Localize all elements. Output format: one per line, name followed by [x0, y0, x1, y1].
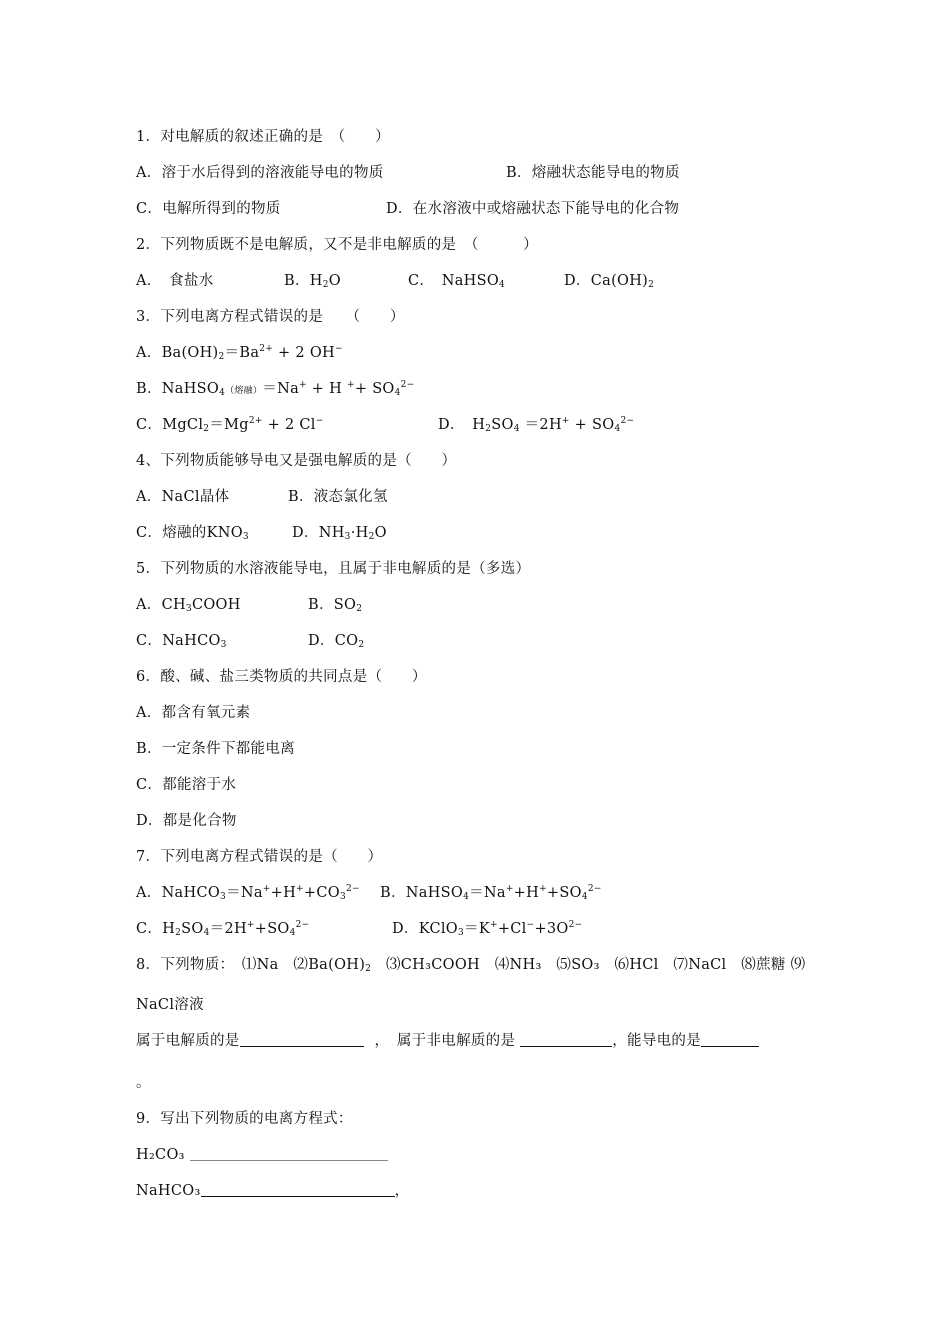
q5-options-ab	[136, 595, 363, 615]
q7-option-c: C．$H_2SO_4=2H^++SO_4^{2-}$	[136, 920, 310, 938]
q4-option-c: C．熔融的$KNO_3$	[136, 525, 249, 542]
q2-option-a: A． 食盐水	[136, 273, 214, 289]
q9-stem: 9．写出下列物质的电离方程式：	[136, 1111, 353, 1127]
q6-option-c: C．都能溶于水	[136, 777, 237, 793]
q8-stem: 8．下列物质： ⑴Na $⑵Ba(OH)_2$ ⑶CH₃COOH ⑷NH₃ ⑸SO₃ ⑹HCl ⑺NaCl ⑻蔗糖 ⑼	[136, 957, 806, 974]
q8-blank-electrolyte[interactable]	[240, 1032, 364, 1047]
q7-option-d: D．$KClO_3=K^++Cl^-+3O^{2-}$	[392, 920, 583, 938]
q8-blank-nonelectrolyte[interactable]	[520, 1032, 612, 1047]
q1-stem: 1．对电解质的叙述正确的是 （ ）	[136, 129, 390, 145]
q6-option-a: A．都含有氧元素	[136, 705, 251, 721]
q7-options-ab	[136, 883, 602, 903]
q4-options-ab	[136, 487, 388, 507]
q6-option-b: B．一定条件下都能电离	[136, 741, 295, 757]
q6-stem: 6．酸、碱、盐三类物质的共同点是（ ）	[136, 669, 427, 685]
q9-blank-1[interactable]	[190, 1146, 388, 1161]
q7-option-a: A．$NaHCO_3=Na^++H^++CO_3^{2-}$	[136, 884, 360, 902]
q8-blank-conductive[interactable]	[701, 1032, 759, 1047]
q1-options-ab	[136, 163, 680, 183]
q3-option-d: D． $H_2SO_4 =2H^+ + SO_4^{2-}$	[438, 416, 635, 434]
q2-stem: 2．下列物质既不是电解质，又不是非电解质的是 （ ）	[136, 237, 538, 253]
q4-stem: 4、下列物质能够导电又是强电解质的是（ ）	[136, 453, 457, 469]
q3-options-cd	[136, 415, 635, 435]
q5-options-cd	[136, 631, 365, 651]
q4-option-a: A．NaCl晶体	[136, 489, 230, 505]
q5-option-d: D．$CO_2$	[308, 633, 365, 650]
q6-option-d: D．都是化合物	[136, 813, 237, 829]
q4-option-b: B．液态氯化氢	[288, 489, 388, 505]
q7-options-cd	[136, 919, 583, 939]
q1-option-c: C．电解所得到的物质	[136, 201, 281, 217]
q4-options-cd	[136, 523, 387, 543]
q9-item-2: NaHCO₃ ，	[136, 1183, 410, 1199]
q9-blank-2[interactable]	[201, 1182, 395, 1197]
q8-end-mark: 。	[136, 1075, 151, 1091]
q9-item-1: H₂CO₃	[136, 1145, 388, 1165]
q2-option-c: C． NaHSO$_4$	[408, 273, 506, 290]
q1-option-b: B．熔融状态能导电的物质	[506, 165, 680, 181]
q3-option-b: B．NaHSO$_4$（熔融）＝Na+ + H $^++ SO_4^{2-}$	[136, 380, 415, 398]
q8-label-conductive: ，能导电的是	[612, 1033, 702, 1049]
q2-option-d: D．$Ca(OH)_2$	[564, 273, 655, 290]
q5-option-a: A．$CH_3COOH$	[136, 597, 241, 614]
q7-stem: 7．下列电离方程式错误的是（ ）	[136, 849, 383, 865]
q4-option-d: D．$NH_3\cdot H_2O$	[292, 525, 387, 542]
q8-fill-line	[136, 1031, 759, 1051]
q2-options	[136, 271, 655, 291]
q7-option-b: B．$NaHSO_4=Na^++H^++SO_4^{2-}$	[380, 884, 602, 902]
q1-option-d: D．在水溶液中或熔融状态下能导电的化合物	[386, 201, 680, 217]
q1-option-a: A．溶于水后得到的溶液能导电的物质	[136, 165, 384, 181]
q1-options-cd	[136, 199, 680, 219]
q2-option-b: B．$H_2O$	[284, 273, 341, 290]
q5-option-c: C．NaHCO$_3$	[136, 633, 227, 650]
q5-option-b: B．$SO_2$	[308, 597, 363, 614]
q8-label-nonelectrolyte: ， 属于非电解质的是	[374, 1033, 516, 1049]
q3-option-c: C．$MgCl_2=Mg^{2+} + 2$ Cl−	[136, 416, 324, 434]
q8-stem-cont: NaCl溶液	[136, 997, 204, 1013]
q5-stem: 5．下列物质的水溶液能导电，且属于非电解质的是（多选）	[136, 561, 531, 577]
q3-option-a: A．$Ba(OH)_2=Ba^{2+} + 2$ OH−	[136, 344, 343, 362]
q3-stem: 3．下列电离方程式错误的是 （ ）	[136, 309, 405, 325]
q8-label-electrolyte: 属于电解质的是	[136, 1033, 240, 1049]
